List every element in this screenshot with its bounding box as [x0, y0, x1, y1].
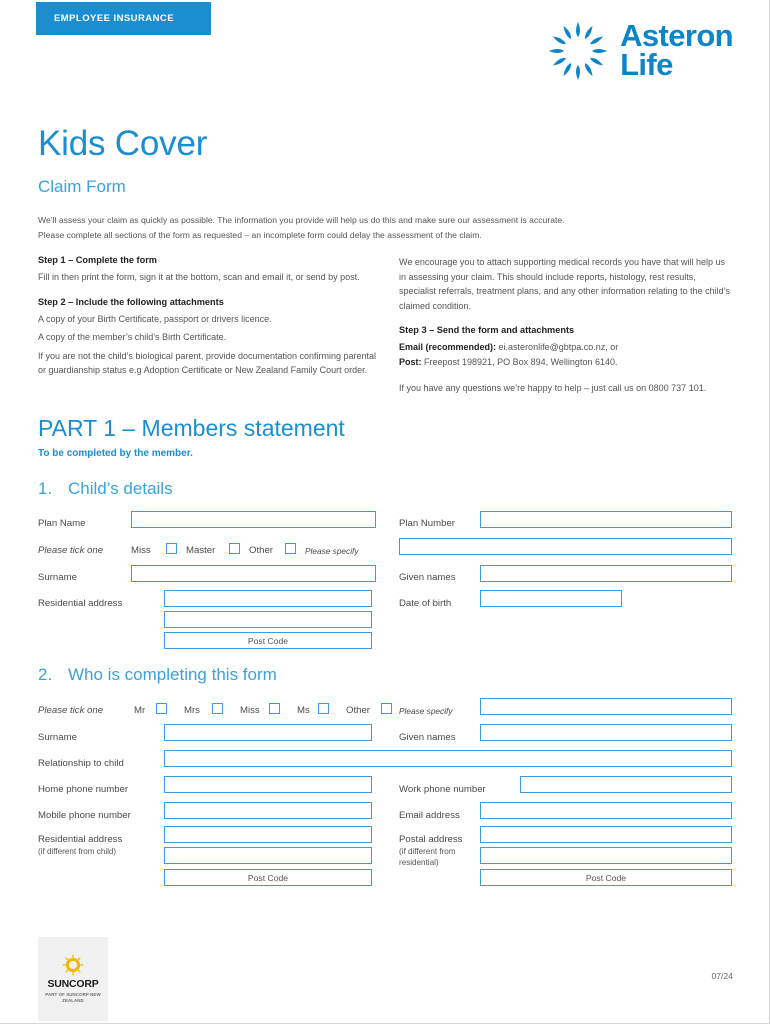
input-child-date-of-birth[interactable]: [480, 590, 622, 607]
input-child-post-code[interactable]: [164, 632, 372, 649]
suncorp-wordmark: SUNCORP: [47, 977, 99, 990]
label-child-date-of-birth: Date of birth: [399, 598, 452, 609]
step3-heading: Step 3 – Send the form and attachments: [399, 325, 575, 336]
step2-attachment-1: A copy of your Birth Certificate, passport or drivers licence.: [38, 313, 272, 324]
checkbox-ctitle-mr[interactable]: [156, 703, 167, 714]
checkbox-ctitle-miss[interactable]: [269, 703, 280, 714]
label-section2-tick-one: Please tick one: [38, 705, 104, 716]
input-plan-name[interactable]: [131, 511, 376, 528]
suncorp-sun-icon: [62, 954, 84, 976]
asteron-life-wordmark: [620, 18, 733, 82]
input-child-surname[interactable]: [131, 565, 376, 582]
input-plan-number[interactable]: [480, 511, 732, 528]
label-plan-name: Plan Name: [38, 518, 86, 529]
section2-number: 2.: [38, 665, 53, 684]
section1-title-label: Child’s details: [68, 479, 173, 498]
input-completer-res-post-code[interactable]: [164, 869, 372, 886]
input-completer-res-line2[interactable]: [164, 847, 372, 864]
input-child-address-line2[interactable]: [164, 611, 372, 628]
page-subtitle: Claim Form: [38, 177, 126, 196]
page-title: Kids Cover: [38, 124, 208, 163]
brand-word-asteron: Asteron: [620, 18, 733, 54]
label-plan-number: Plan Number: [399, 518, 455, 529]
label-title-miss: Miss: [131, 545, 151, 556]
label-section1-please-specify: Please specify: [305, 546, 359, 556]
asteron-life-logo: [545, 18, 733, 84]
input-mobile-phone[interactable]: [164, 802, 372, 819]
input-work-phone[interactable]: [520, 776, 732, 793]
step3-email-line: [399, 340, 734, 354]
label-completer-res-post-code: Post Code: [247, 872, 289, 883]
input-child-address-line1[interactable]: [164, 590, 372, 607]
label-title-master: Master: [186, 545, 216, 556]
label-postal-address: Postal address: [399, 834, 463, 845]
label-home-phone: Home phone number: [38, 784, 129, 795]
label-ctitle-ms: Ms: [297, 705, 310, 716]
step3-questions-note: If you have any questions we’re happy to help – just call us on 0800 737 101.: [399, 383, 707, 394]
checkbox-title-other[interactable]: [285, 543, 296, 554]
brand-word-life: Life: [620, 47, 673, 82]
label-email-address: Email address: [399, 810, 460, 821]
note-postal-address-line1: (if different from: [399, 847, 456, 856]
section2-title: [38, 665, 277, 685]
note-postal-address-line2: residential): [399, 858, 439, 867]
input-completer-given-names[interactable]: [480, 724, 732, 741]
label-child-post-code: Post Code: [247, 635, 289, 646]
label-ctitle-mrs: Mrs: [184, 705, 200, 716]
note-completer-residential-address: (if different from child): [38, 847, 117, 856]
label-section2-please-specify: Please specify: [399, 706, 453, 716]
step3-post-value: Freepost 198921, PO Box 894, Wellington 6140.: [424, 356, 618, 367]
suncorp-logo: [38, 937, 108, 1021]
input-postal-line1[interactable]: [480, 826, 732, 843]
input-completer-res-line1[interactable]: [164, 826, 372, 843]
input-postal-line2[interactable]: [480, 847, 732, 864]
label-mobile-phone: Mobile phone number: [38, 810, 131, 821]
label-relationship-to-child: Relationship to child: [38, 758, 124, 769]
section1-number: 1.: [38, 479, 53, 498]
step3-post-label: Post:: [399, 356, 422, 367]
label-completer-given-names: Given names: [399, 732, 456, 743]
part1-title: PART 1 – Members statement: [38, 415, 345, 441]
checkbox-ctitle-ms[interactable]: [318, 703, 329, 714]
employee-insurance-tab: [36, 2, 211, 35]
suncorp-tagline: PART OF SUNCORP NEW ZEALAND: [45, 991, 101, 1003]
intro-paragraph: [38, 213, 728, 243]
label-postal-post-code: Post Code: [585, 872, 627, 883]
steps-right-column: [399, 255, 734, 405]
label-ctitle-other: Other: [346, 705, 370, 716]
part1-subtitle: To be completed by the member.: [38, 448, 193, 459]
employee-insurance-tab-label: EMPLOYEE INSURANCE: [54, 13, 175, 24]
checkbox-title-master[interactable]: [229, 543, 240, 554]
step1-heading: Step 1 – Complete the form: [38, 255, 157, 265]
page-reference: 07/24: [711, 971, 733, 981]
input-section2-please-specify[interactable]: [480, 698, 732, 715]
step2-attachment-2: A copy of the member’s child’s Birth Certificate.: [38, 332, 227, 343]
section1-title: [38, 479, 173, 499]
label-ctitle-miss: Miss: [240, 705, 260, 716]
label-ctitle-mr: Mr: [134, 705, 146, 716]
checkbox-ctitle-mrs[interactable]: [212, 703, 223, 714]
medical-records-note: We encourage you to attach supporting medical records you have that will help us in assessing your claim. This should include reports, histology, rest results, specialist referrals, treatment plans, and any other information relating to the child’s claimed condition.: [399, 257, 731, 311]
input-home-phone[interactable]: [164, 776, 372, 793]
label-title-other: Other: [249, 545, 273, 556]
steps-left-column: [38, 255, 383, 387]
step3-email-label: Email (recommended):: [399, 342, 497, 353]
input-email-address[interactable]: [480, 802, 732, 819]
label-child-surname: Surname: [38, 572, 77, 583]
input-child-given-names[interactable]: [480, 565, 732, 582]
step2-heading: Step 2 – Include the following attachments: [38, 296, 224, 307]
input-completer-surname[interactable]: [164, 724, 372, 741]
label-work-phone: Work phone number: [399, 784, 486, 795]
step2-attachment-3: If you are not the child’s biological parent, provide documentation confirming parental or guardianship status e.g Adoption Certificate or New Zealand Family Court order.: [38, 350, 377, 376]
asteron-starburst-icon: [545, 18, 611, 84]
step3-email-value: ei.asteronlife@gbtpa.co.nz, or: [498, 342, 619, 353]
label-child-residential-address: Residential address: [38, 598, 123, 609]
step3-post-line: [399, 355, 734, 369]
checkbox-ctitle-other[interactable]: [381, 703, 392, 714]
checkbox-title-miss[interactable]: [166, 543, 177, 554]
label-section1-tick-one: Please tick one: [38, 545, 104, 556]
step1-body: Fill in then print the form, sign it at the bottom, scan and email it, or send by post.: [38, 272, 360, 282]
input-section1-please-specify[interactable]: [399, 538, 732, 555]
label-child-given-names: Given names: [399, 572, 456, 583]
section2-title-label: Who is completing this form: [68, 665, 277, 684]
label-completer-residential-address: Residential address: [38, 834, 123, 845]
intro-line-2: Please complete all sections of the form as requested – an incomplete form could delay the assessment of the claim.: [38, 229, 482, 240]
input-postal-post-code[interactable]: [480, 869, 732, 886]
input-relationship-to-child[interactable]: [164, 750, 732, 767]
label-completer-surname: Surname: [38, 732, 77, 743]
intro-line-1: We’ll assess your claim as quickly as possible. The information you provide will help us do this and make sure our assessment is accurate.: [38, 215, 565, 225]
